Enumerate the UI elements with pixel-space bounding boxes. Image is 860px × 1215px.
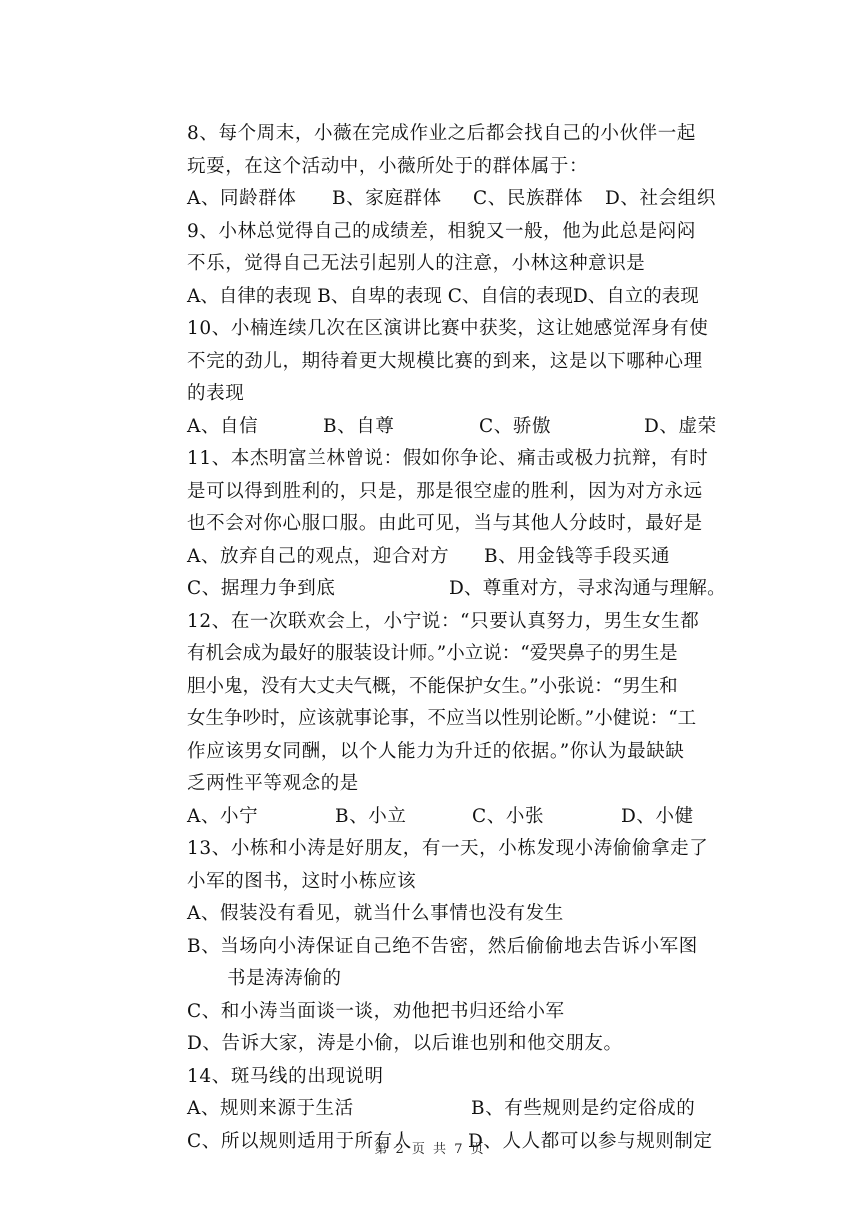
q11-option-c: C、据理力争到底	[187, 578, 336, 599]
q8-option-a: A、同龄群体	[187, 188, 297, 209]
q10-stem-line-2: 不完的劲儿，期待着更大规模比赛的到来，这是以下哪种心理	[187, 350, 703, 372]
q8-option-c: C、民族群体	[473, 188, 584, 209]
q11-options-row-2	[187, 573, 727, 606]
question-body	[187, 118, 727, 1158]
q12-option-c: C、小张	[472, 805, 545, 827]
q13-option-c: C、和小涛当面谈一谈，劝他把书归还给小军	[187, 1000, 565, 1022]
q12-stem-line-3: 胆小鬼，没有大丈夫气概，不能保护女生。”小张说：“男生和	[187, 675, 678, 697]
q13-stem-line-2: 小军的图书，这时小栋应该	[187, 870, 417, 892]
q8-option-b: B、家庭群体	[332, 188, 442, 209]
q14-option-a: A、规则来源于生活	[187, 1098, 354, 1119]
q11-option-d: D、尊重对方，寻求沟通与理解。	[449, 578, 726, 599]
q9-stem-line-1: 9、小林总觉得自己的成绩差，相貌又一般，他为此总是闷闷	[187, 220, 696, 242]
q12-stem-line-5: 作应该男女同酬，以个人能力为升迁的依据。”你认为最缺缺	[187, 740, 685, 762]
q11-stem-line-1: 11、本杰明富兰林曾说：假如你争论、痛击或极力抗辩，有时	[187, 448, 709, 469]
q14-stem: 14、斑马线的出现说明	[187, 1065, 384, 1087]
q8-options	[187, 183, 727, 216]
q11-option-b: B、用金钱等手段买通	[484, 545, 671, 567]
q8-stem-line-2: 玩耍，在这个活动中，小薇所处于的群体属于：	[187, 155, 589, 177]
q13-option-d: D、告诉大家，涛是小偷，以后谁也别和他交朋友。	[187, 1033, 623, 1054]
q12-option-d: D、小健	[621, 805, 694, 827]
q10-options	[187, 411, 727, 444]
q12-stem-line-4: 女生争吵时，应该就事论事，不应当以性别论断。”小健说：“工	[187, 708, 697, 729]
q10-option-b: B、自尊	[323, 415, 395, 437]
q14-option-c: C、所以规则适用于所有人	[187, 1130, 412, 1152]
q8-option-d: D、社会组织	[605, 188, 716, 209]
q9-options: A、自律的表现 B、自卑的表现 C、自信的表现D、自立的表现	[187, 285, 699, 307]
q12-stem-line-6: 乏两性平等观念的是	[187, 773, 359, 794]
q13-option-b-line-1: B、当场向小涛保证自己绝不告密，然后偷偷地去告诉小军图	[187, 935, 698, 957]
q13-option-b-line-2: 书是涛涛偷的	[227, 968, 342, 989]
q11-options-row-1	[187, 541, 727, 574]
q12-options	[187, 801, 727, 834]
q13-stem-line-1: 13、小栋和小涛是好朋友，有一天，小栋发现小涛偷偷拿走了	[187, 838, 709, 859]
q14-option-b: B、有些规则是约定俗成的	[471, 1098, 696, 1119]
q10-option-c: C、骄傲	[479, 415, 552, 437]
q9-stem-line-2: 不乐，觉得自己无法引起别人的注意，小林这种意识是	[187, 253, 646, 274]
q12-option-a: A、小宁	[187, 805, 259, 827]
q11-option-a: A、放弃自己的观点，迎合对方	[187, 545, 450, 567]
q10-option-a: A、自信	[187, 415, 259, 437]
q10-option-d: D、虚荣	[644, 415, 717, 437]
q10-stem-line-3: 的表现	[187, 383, 245, 404]
q13-option-a: A、假装没有看见，就当什么事情也没有发生	[187, 903, 564, 924]
q14-option-d: D、人人都可以参与规则制定	[468, 1130, 713, 1152]
q10-stem-line-1: 10、小楠连续几次在区演讲比赛中获奖，这让她感觉浑身有使	[187, 318, 709, 339]
page-number-footer: 第 2 页 共 7 页	[374, 1142, 486, 1157]
q12-stem-line-2: 有机会成为最好的服装设计师。”小立说：“爱哭鼻子的男生是	[187, 643, 678, 664]
q14-options-row-1	[187, 1093, 727, 1126]
q11-stem-line-3: 也不会对你心服口服。由此可见，当与其他人分歧时，最好是	[187, 513, 703, 534]
q12-stem-line-1: 12、在一次联欢会上，小宁说：“只要认真努力，男生女生都	[187, 610, 700, 632]
q12-option-b: B、小立	[335, 805, 407, 827]
q11-stem-line-2: 是可以得到胜利的，只是，那是很空虚的胜利，因为对方永远	[187, 480, 703, 502]
q8-stem-line-1: 8、每个周末，小薇在完成作业之后都会找自己的小伙伴一起	[187, 123, 696, 144]
